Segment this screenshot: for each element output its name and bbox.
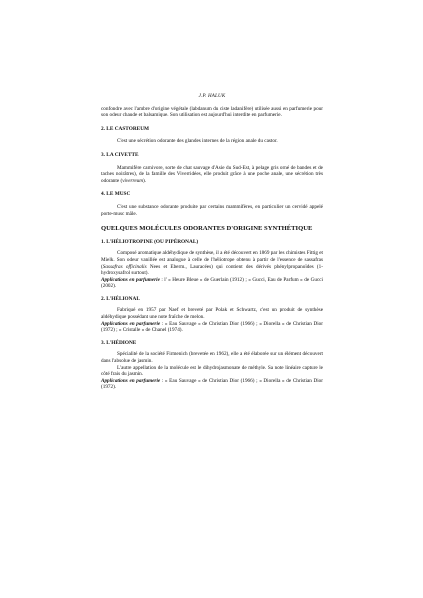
paragraph-musc: C'est une substance odorante produite par certains mammifères, en particulier un cervidé appelé porte-musc mâle. bbox=[101, 203, 323, 217]
applications-text: : l' « Heure Bleue » de Guerlain (1912) ; « Gucci, Eau de Parfum » de Gucci (2002). bbox=[101, 276, 323, 290]
paragraph-heliotropine bbox=[101, 250, 323, 276]
subheading-heliotropine: 1. L'HÉLIOTROPINE (OU PIPÉRONAL) bbox=[101, 238, 199, 245]
section-title: E CASTOREUM bbox=[109, 125, 150, 132]
paragraph-civette bbox=[101, 165, 323, 185]
running-head: J.P. HALUK bbox=[198, 94, 226, 99]
applications-label: Applications en parfumerie bbox=[101, 377, 161, 384]
chapter-heading: QUELQUES MOLÉCULES ODORANTES D'ORIGINE SYNTHÉTIQUE bbox=[101, 225, 313, 233]
section-title: E MUSC bbox=[109, 191, 131, 198]
section-number: 2. L bbox=[101, 125, 110, 132]
section-number: 3. L bbox=[101, 151, 110, 158]
text-run: Composé aromatique aldéhydique de synthèse, il a été découvert en 1869 par les chimistes Fittig et Mielk. Son odeur vanillée est analogue à celle de l'héliotrope obtenu à partir de l'essence de sassafras ( bbox=[101, 250, 323, 270]
applications-label: Applications en parfumerie bbox=[101, 276, 160, 283]
subheading-helional: 2. L'HÉLIONAL bbox=[101, 295, 140, 302]
text-run: Nees et Eberm., Lauracées) qui contient des dérivés phénylpropanoïdes (1-hydroxysafrol surtout). bbox=[101, 263, 323, 277]
applications-hedione bbox=[101, 378, 323, 391]
section-title: A CIVETTE bbox=[109, 151, 139, 158]
section-heading-musc bbox=[101, 191, 323, 198]
subheading-hedione: 3. L'HÉDIONE bbox=[101, 339, 137, 346]
section-number: 4. L bbox=[101, 191, 110, 198]
section-heading-civette bbox=[101, 152, 323, 159]
paragraph-hedione-1: Spécialité de la société Firmenich (brevetée en 1962), elle a été élaborée sur un élément découvert dans l'absolue de jasmin. bbox=[101, 351, 323, 365]
paragraph-castoreum: C'est une sécrétion odorante des glandes internes de la région anale du castor. bbox=[117, 138, 278, 145]
applications-text: : « Eau Sauvage » de Christian Dior (1966) ; « Diorella » de Christian Dior (1972). bbox=[101, 377, 323, 391]
text-italic: Sassafras officinalis bbox=[102, 263, 147, 270]
section-heading-castoreum bbox=[101, 126, 323, 133]
paragraph-helional: Fabriqué en 1957 par Naef et breveté par Polak et Schwartz, c'est un produit de synthèse aldéhydique possédant une note fraîche de melon. bbox=[101, 307, 323, 321]
text-run: Mammifère carnivore, sorte de chat sauvage d'Asie du Sud-Est, à pelage gris orné de bandes et de taches noirâtres), de la famille des Viverridées, elle produit grâce à une poche anale, une sécrétion très odorante ( bbox=[101, 164, 323, 184]
applications-helional bbox=[101, 321, 323, 334]
applications-label: Applications en parfumerie bbox=[101, 320, 161, 327]
intro-paragraph: confondre avec l'ambre d'origine végétale (labdanum du ciste ladanifère) utilisée aussi en parfumerie pour son odeur chaude et balsamique. Son utilisation est aujourd'hui interdite en parfumerie. bbox=[101, 105, 323, 119]
text-italic: viverreum bbox=[122, 177, 144, 184]
applications-text: : « Eau Sauvage » de Christian Dior (1966) ; « Diorella » de Christian Dior (1972) ; « Cristalle » de Chanel (1974). bbox=[101, 320, 323, 334]
paragraph-hedione-2: L'autre appellation de la molécule est le dihydrojasmonate de méthyle. Sa note linéaire capture le côté frais du jasmin. bbox=[101, 364, 323, 378]
applications-heliotropine bbox=[101, 277, 323, 290]
page-content bbox=[101, 94, 323, 391]
text-run: ). bbox=[143, 177, 147, 184]
